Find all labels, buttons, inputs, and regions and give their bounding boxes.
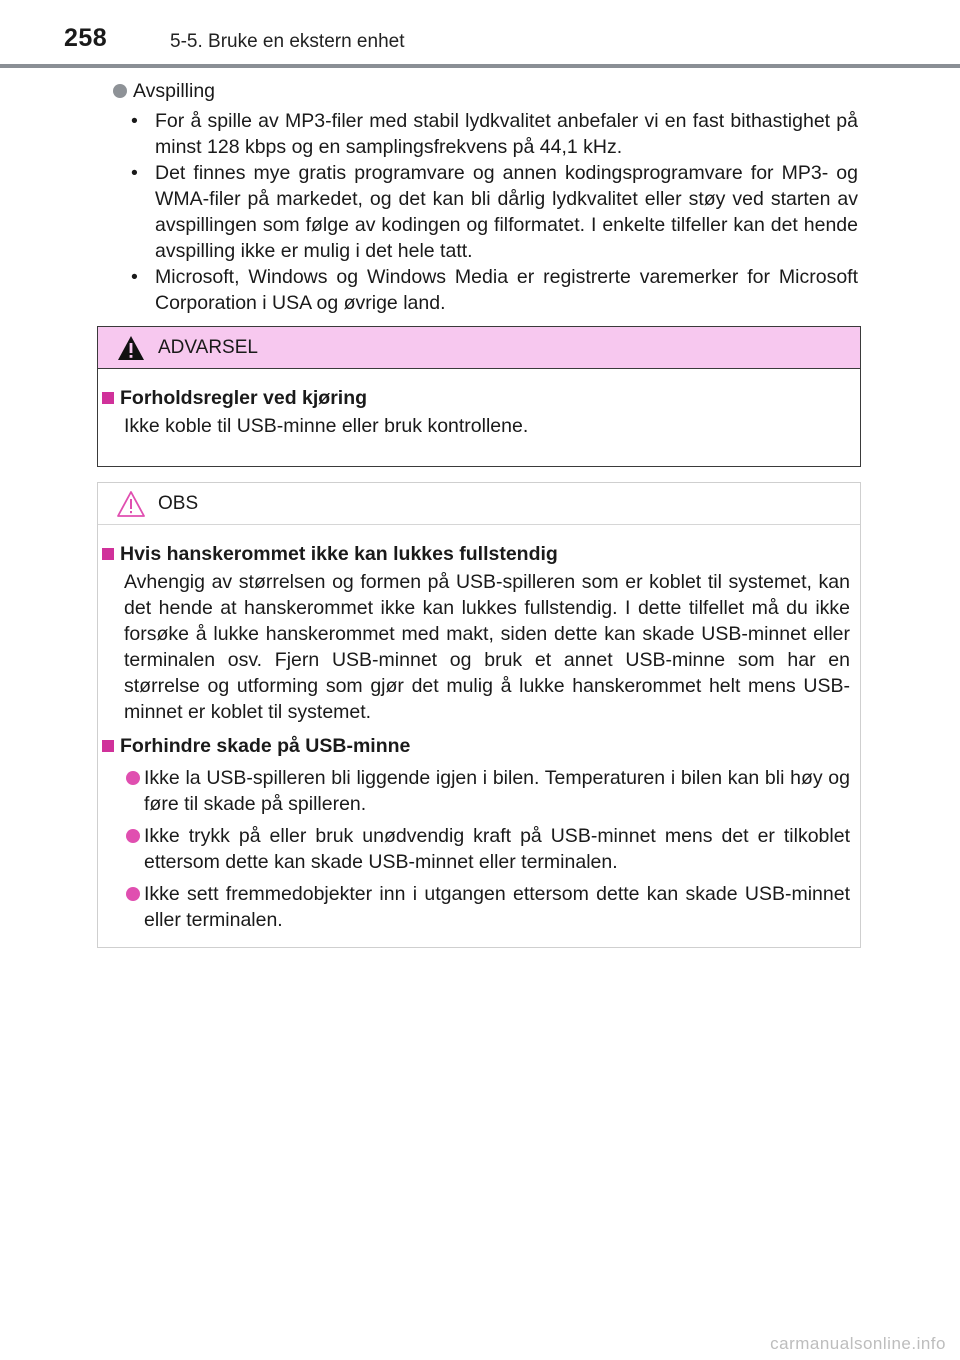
list-item-text: Det finnes mye gratis programvare og annen kodingsprogramvare for MP3- og WMA-filer på markedet, og det kan bli dårlig lydkvalitet eller støy ved starten av avspillingen som følge av kodingen og filformatet. I enkelte tilfeller kan det hende avspilling ikke er mulig i det hele tatt.	[155, 162, 858, 262]
bullet-mark-icon: •	[131, 266, 138, 288]
list-item	[123, 108, 858, 160]
square-bullet-icon	[102, 548, 114, 560]
warning-text: Ikke koble til USB-minne eller bruk kontrollene.	[124, 415, 529, 437]
pink-dot-icon	[126, 887, 140, 901]
header-rule	[0, 64, 960, 68]
notice-subheading-row	[102, 733, 850, 759]
caution-triangle-icon	[116, 490, 146, 518]
list-item	[102, 765, 850, 817]
watermark: carmanualsonline.info	[770, 1334, 946, 1353]
page-number: 258	[64, 24, 108, 52]
pink-dot-icon	[126, 829, 140, 843]
notice-body	[98, 525, 860, 933]
list-item	[123, 264, 858, 316]
bullet-mark-icon: •	[131, 162, 138, 184]
list-item-text: Ikke la USB-spilleren bli liggende igjen i bilen. Temperaturen i bilen kan bli høy og føre til skade på spilleren.	[144, 767, 850, 815]
warning-triangle-icon	[116, 334, 146, 362]
pink-dot-icon	[126, 771, 140, 785]
list-item	[102, 823, 850, 875]
notice-label: OBS	[158, 492, 199, 514]
notice-header	[98, 483, 860, 525]
list-item-text: Microsoft, Windows og Windows Media er registrerte varemerker for Microsoft Corporation i USA og øvrige land.	[155, 266, 858, 314]
notice-text-glovebox: Avhengig av størrelsen og formen på USB-spilleren som er koblet til systemet, kan det hende at hanskerommet ikke kan lukkes fullstendig. I dette tilfellet må du ikke forsøke å lukke hanskerommet med makt, siden dette kan skade USB-minnet eller terminalen osv. Fjern USB-minnet og bruk et annet USB-minne som har en størrelse og utforming som gjør det mulig å lukke hanskerommet helt mens USB-minnet er koblet til systemet.	[124, 571, 850, 723]
intro-section	[113, 78, 858, 316]
section-title: 5-5. Bruke en ekstern enhet	[170, 31, 405, 52]
warning-box	[97, 326, 861, 467]
bullet-dot-icon	[113, 84, 127, 98]
list-item-text: For å spille av MP3-filer med stabil lydkvalitet anbefaler vi en fast bithastighet på minst 128 kbps og en samplingsfrekvens på 44,1 kHz.	[155, 110, 858, 158]
spacer	[102, 725, 850, 733]
square-bullet-icon	[102, 740, 114, 752]
warning-body	[98, 369, 860, 439]
list-item-text: Ikke trykk på eller bruk unødvendig kraft på USB-minnet mens det er tilkoblet ettersom dette kan skade USB-minnet eller terminalen.	[144, 825, 850, 873]
notice-heading-glovebox: Hvis hanskerommet ikke kan lukkes fullstendig	[120, 543, 558, 565]
notice-heading-usb-damage: Forhindre skade på USB-minne	[120, 735, 411, 757]
bullet-mark-icon: •	[131, 110, 138, 132]
intro-bullet-list	[113, 108, 858, 316]
warning-header	[98, 327, 860, 369]
list-item	[123, 160, 858, 264]
warning-label: ADVARSEL	[158, 336, 258, 358]
notice-subheading-row	[102, 541, 850, 567]
list-item	[102, 881, 850, 933]
warning-heading: Forholdsregler ved kjøring	[120, 387, 368, 409]
square-bullet-icon	[102, 392, 114, 404]
list-item-text: Ikke sett fremmedobjekter inn i utgangen ettersom dette kan skade USB-minnet eller terminalen.	[144, 883, 850, 931]
intro-heading: Avspilling	[133, 80, 216, 102]
intro-heading-row	[113, 78, 858, 104]
warning-subheading-row	[102, 385, 850, 411]
notice-box	[97, 482, 861, 948]
